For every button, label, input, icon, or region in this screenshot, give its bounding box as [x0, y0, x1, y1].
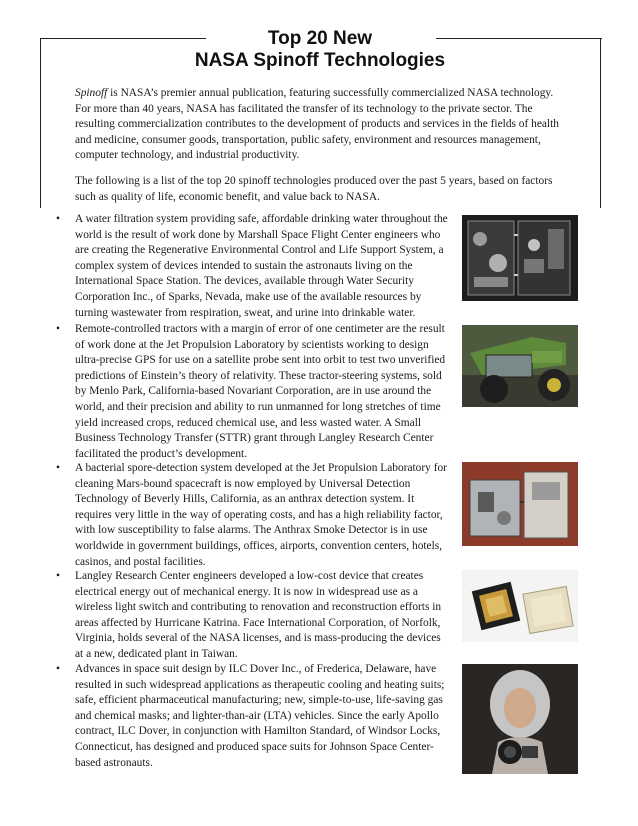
photo-wireless-switch [462, 570, 578, 642]
frame-left-rule [40, 38, 41, 208]
page-title [150, 28, 490, 72]
list-item-text: A bacterial spore-detection system developed at the Jet Propulsion Laboratory for cleaning Mars-bound spacecraft is now employed by Universal Detection Technology of Beverly Hills, California, as an anthrax detection system. It requires very little in the way of operating costs, and has a high reliability factor, with low susceptibility to false alarms. The Anthrax Smoke Detector is in use worldwide in government buildings, offices, airports, convention centers, hotels, casinos, and postal facilities. [75, 462, 447, 568]
photo-space-suit-mask [462, 664, 578, 774]
spinoff-italic: Spinoff [75, 87, 108, 99]
photo-spore-detector [462, 462, 578, 546]
intro-paragraph-1 [75, 86, 565, 164]
photo-gps-tractor [462, 325, 578, 407]
intro-paragraph-1-text: is NASA’s premier annual publication, featuring successfully commercialized NASA technology. For more than 40 years, NASA has facilitated the transfer of its technology to the private sector. The resulting commercialization contributes to the development of products and services in the fields of health and medicine, consumer goods, transportation, public safety, environment and resources management, computer technology, and industrial productivity. [75, 87, 559, 162]
protective-mask-image [462, 664, 578, 774]
water-filtration-image [462, 215, 578, 301]
spore-detector-image [462, 462, 578, 546]
intro-section [75, 86, 565, 215]
title-line-2: NASA Spinoff Technologies [194, 50, 446, 71]
list-item-text: A water filtration system providing safe, affordable drinking water throughout the world is the result of work done by Marshall Space Flight Center engineers who are creating the Regenerative Environmental Control and Life Support System, a complex system of devices intended to sustain the astronauts living on the International Space Station. The devices, available through Water Security Corporation Inc., of Sparks, Nevada, make use of the available resources by turning wastewater from respiration, sweat, and urine into drinkable water. [75, 213, 448, 319]
bullet: • [56, 570, 60, 582]
bullet: • [56, 213, 60, 225]
photo-water-filtration-system [462, 215, 578, 301]
bullet: • [56, 323, 60, 335]
wireless-switch-image [462, 570, 578, 642]
title-line-1: Top 20 New [267, 28, 373, 49]
list-item-text: Remote-controlled tractors with a margin of error of one centimeter are the result of work done at the Jet Propulsion Laboratory by scientists working to design ultra-precise GPS for use on a satellite probe sent into orbit to test two unverified predictions of Einstein’s theory of relativity. These tractor-steering systems, sold by Menlo Park, California-based Novariant Corporation, are in use around the world, and their precision and ability to run unmanned for long stretches of time yield increased crops, reduced chemical use, and less wasted water. A Small Business Technology Transfer (STTR) grant through Langley Research Center facilitated the product’s development. [75, 323, 446, 460]
list-item-text: Advances in space suit design by ILC Dover Inc., of Frederica, Delaware, have resulted in such widespread applications as therapeutic cooling and heating suits; safe, efficient pharmaceutical manufacturing; new, simple-to-use, life-saving gas and chemical masks; and lighter-than-air (LTA) vehicles. Since the early Apollo contract, ILC Dover, in conjunction with Hamilton Standard, of Windsor Locks, Connecticut, has designed and produced space suits for Johnson Space Center-based astronauts. [75, 663, 445, 769]
list-item-text: Langley Research Center engineers developed a low-cost device that creates electrical energy out of mechanical energy. It is now in widespread use as a wireless light switch and contributing to renovation and reconstruction efforts in areas affected by Hurricane Katrina. Face International Corporation, of Norfolk, Virginia, holds several of the NASA licenses, and is mass-producing the devices at a new, dedicated plant in Taiwan. [75, 570, 442, 660]
intro-paragraph-2: The following is a list of the top 20 spinoff technologies produced over the past 5 years, based on factors such as quality of life, economic benefit, and value back to NASA. [75, 174, 553, 203]
bullet: • [56, 663, 60, 675]
frame-right-rule [600, 38, 601, 208]
tractor-image [462, 325, 578, 407]
bullet: • [56, 462, 60, 474]
